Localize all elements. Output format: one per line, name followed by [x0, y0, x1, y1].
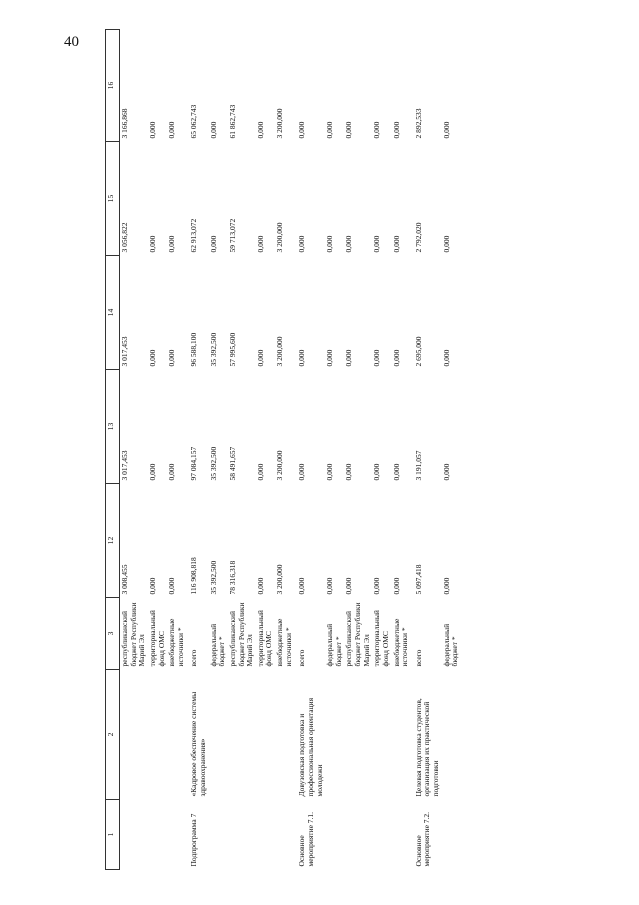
funding-source-cell: территориальный фонд ОМС — [147, 610, 166, 667]
funding-source-cell: внебюджетные источники * — [275, 618, 293, 667]
amount-cell: 57 995,600 — [227, 332, 237, 367]
amount-cell: 0,000 — [372, 235, 382, 253]
program-title-cell — [256, 670, 275, 800]
program-name-cell — [372, 800, 391, 870]
amount-cell: 0,000 — [344, 349, 354, 367]
funding-source-cell: республиканский бюджет Республики Марий Эл — [227, 602, 255, 667]
funding-source-cell: внебюджетные источники * — [391, 618, 410, 667]
amount-cell: 0,000 — [325, 121, 335, 139]
amount-cell: 0,000 — [297, 463, 307, 481]
amount-cell: 3 008,455 — [120, 564, 129, 595]
amount-cell: 2 892,533 — [413, 108, 423, 139]
header-col-14: 14 — [106, 256, 120, 370]
amount-cell: 3 200,000 — [275, 222, 284, 253]
amount-cell: 3 200,000 — [275, 108, 284, 139]
program-title-cell: Довузовская подготовка и профессиональная ориентация молодежи — [297, 697, 324, 797]
page-number: 40 — [64, 34, 79, 50]
program-title-cell: «Кадровое обеспечение системы здравоохранения» — [189, 691, 207, 797]
amount-cell: 0,000 — [255, 349, 265, 367]
funding-source-cell: федеральный бюджет * — [441, 623, 460, 667]
amount-cell: 58 491,657 — [227, 446, 237, 481]
table-row — [442, 30, 461, 870]
program-name-cell: Основное мероприятие 7.2. — [413, 811, 432, 867]
amount-cell: 0,000 — [391, 463, 401, 481]
amount-cell: 0,000 — [344, 121, 354, 139]
amount-cell: 0,000 — [297, 121, 307, 139]
funding-source-cell: внебюджетные источники * — [167, 618, 185, 667]
amount-cell: 61 862,743 — [227, 104, 237, 139]
amount-cell: 3 200,000 — [275, 564, 284, 595]
amount-cell: 2 695,000 — [413, 336, 423, 367]
table-row — [372, 30, 391, 870]
amount-cell: 0,000 — [255, 463, 265, 481]
program-title-cell — [372, 670, 391, 800]
amount-cell: 2 792,020 — [413, 222, 423, 253]
table-row — [344, 30, 372, 870]
header-col-16: 16 — [106, 30, 120, 142]
table-row — [294, 30, 325, 870]
program-title-cell — [228, 670, 256, 800]
amount-cell: 0,000 — [147, 235, 157, 253]
program-name-cell — [275, 800, 294, 870]
table-header-row — [106, 30, 120, 870]
program-title-cell — [442, 670, 461, 800]
amount-cell: 0,000 — [147, 463, 157, 481]
program-name-cell — [167, 800, 186, 870]
table-row — [256, 30, 275, 870]
amount-cell: 0,000 — [208, 235, 218, 253]
amount-cell: 0,000 — [391, 121, 401, 139]
amount-cell: 0,000 — [208, 121, 218, 139]
header-col-13: 13 — [106, 370, 120, 484]
amount-cell: 3 056,822 — [120, 222, 129, 253]
amount-cell: 0,000 — [147, 121, 157, 139]
table-row — [148, 30, 167, 870]
amount-cell: 0,000 — [255, 121, 265, 139]
program-name-cell — [120, 800, 148, 870]
table-row — [120, 30, 148, 870]
amount-cell: 0,000 — [372, 463, 382, 481]
table-row — [392, 30, 411, 870]
amount-cell: 0,000 — [372, 349, 382, 367]
amount-cell: 3 017,453 — [120, 450, 129, 481]
table-row — [228, 30, 256, 870]
amount-cell: 0,000 — [344, 463, 354, 481]
amount-cell: 0,000 — [147, 349, 157, 367]
program-title-cell: Целевая подготовка студентов, организация их практической подготовки — [413, 698, 440, 797]
program-title-cell — [120, 670, 148, 800]
program-name-cell — [442, 800, 461, 870]
amount-cell: 97 084,157 — [189, 446, 199, 481]
budget-table — [105, 29, 461, 870]
table-body — [120, 30, 461, 870]
program-name-cell — [325, 800, 344, 870]
amount-cell: 35 392,500 — [208, 332, 218, 367]
amount-cell: 0,000 — [344, 577, 354, 595]
amount-cell: 0,000 — [325, 235, 335, 253]
program-title-cell — [325, 670, 344, 800]
amount-cell: 0,000 — [167, 235, 177, 253]
amount-cell: 0,000 — [325, 577, 335, 595]
amount-cell: 0,000 — [391, 235, 401, 253]
program-name-cell — [228, 800, 256, 870]
program-title-cell — [392, 670, 411, 800]
amount-cell: 62 913,072 — [189, 218, 199, 253]
rotated-table-sheet — [105, 30, 635, 870]
program-name-cell — [392, 800, 411, 870]
amount-cell: 3 166,868 — [120, 108, 129, 139]
program-name-cell — [256, 800, 275, 870]
amount-cell: 0,000 — [372, 121, 382, 139]
amount-cell: 35 392,500 — [208, 560, 218, 595]
header-col-15: 15 — [106, 142, 120, 256]
amount-cell: 116 908,818 — [189, 557, 199, 595]
program-title-cell — [275, 670, 294, 800]
amount-cell: 0,000 — [325, 349, 335, 367]
amount-cell: 0,000 — [297, 235, 307, 253]
header-col-3: 3 — [106, 598, 120, 670]
amount-cell: 0,000 — [297, 577, 307, 595]
funding-source-cell: всего — [413, 649, 423, 667]
program-title-cell — [209, 670, 228, 800]
funding-source-cell: федеральный бюджет * — [208, 623, 227, 667]
amount-cell: 0,000 — [391, 349, 401, 367]
funding-source-cell: республиканский бюджет Республики Марий Эл — [120, 602, 147, 667]
amount-cell: 0,000 — [167, 577, 177, 595]
amount-cell: 0,000 — [344, 235, 354, 253]
amount-cell: 0,000 — [391, 577, 401, 595]
amount-cell: 0,000 — [441, 577, 451, 595]
amount-cell: 96 588,100 — [189, 332, 199, 367]
amount-cell: 0,000 — [441, 463, 451, 481]
amount-cell: 0,000 — [255, 577, 265, 595]
amount-cell: 59 713,072 — [227, 218, 237, 253]
amount-cell: 78 316,318 — [227, 560, 237, 595]
amount-cell: 3 191,057 — [413, 450, 423, 481]
header-col-12: 12 — [106, 484, 120, 598]
table-row — [411, 30, 442, 870]
amount-cell: 35 392,500 — [208, 446, 218, 481]
program-name-cell: Основное мероприятие 7.1. — [297, 811, 315, 867]
amount-cell: 0,000 — [255, 235, 265, 253]
amount-cell: 3 200,000 — [275, 336, 284, 367]
amount-cell: 0,000 — [167, 121, 177, 139]
program-name-cell: Подпрограмма 7 — [189, 813, 199, 867]
table-row — [167, 30, 186, 870]
amount-cell: 0,000 — [147, 577, 157, 595]
program-name-cell — [148, 800, 167, 870]
amount-cell: 0,000 — [441, 349, 451, 367]
table-row — [209, 30, 228, 870]
program-title-cell — [148, 670, 167, 800]
funding-source-cell: территориальный фонд ОМС — [372, 610, 390, 667]
funding-source-cell: всего — [189, 649, 199, 667]
amount-cell: 0,000 — [325, 463, 335, 481]
program-title-cell — [167, 670, 186, 800]
amount-cell: 0,000 — [167, 463, 177, 481]
header-col-1: 1 — [106, 800, 120, 870]
amount-cell: 3 017,453 — [120, 336, 129, 367]
header-col-2: 2 — [106, 670, 120, 800]
amount-cell: 0,000 — [167, 349, 177, 367]
amount-cell: 5 097,418 — [413, 564, 423, 595]
table-row — [275, 30, 294, 870]
amount-cell: 0,000 — [372, 577, 382, 595]
funding-source-cell: территориальный фонд ОМС — [255, 610, 274, 667]
amount-cell: 0,000 — [441, 235, 451, 253]
program-title-cell — [344, 670, 372, 800]
program-name-cell — [344, 800, 372, 870]
program-name-cell — [209, 800, 228, 870]
funding-source-cell: всего — [297, 649, 307, 667]
amount-cell: 0,000 — [297, 349, 307, 367]
table-row — [186, 30, 208, 870]
amount-cell: 3 200,000 — [275, 450, 284, 481]
amount-cell: 0,000 — [441, 121, 451, 139]
amount-cell: 65 062,743 — [189, 104, 199, 139]
funding-source-cell: республиканский бюджет Республики Марий Эл — [344, 602, 371, 667]
funding-source-cell: федеральный бюджет * — [325, 623, 343, 667]
table-row — [325, 30, 344, 870]
